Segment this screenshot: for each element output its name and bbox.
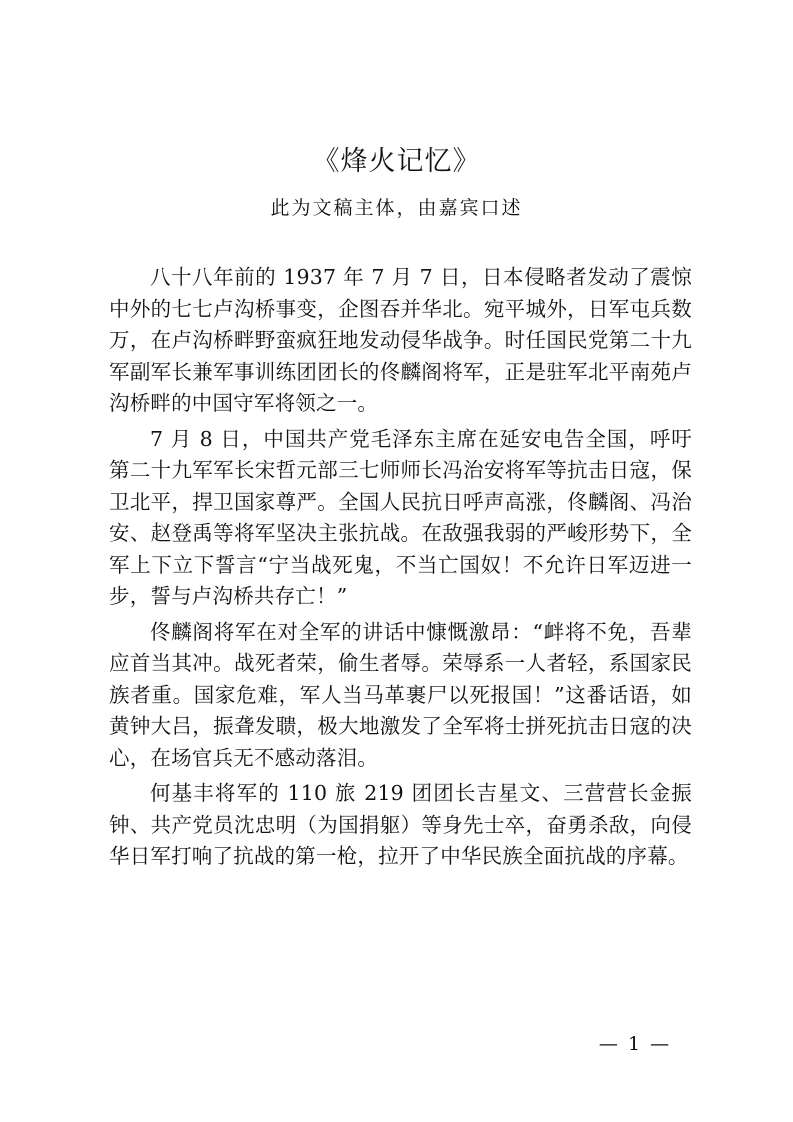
document-title: 《烽火记忆》 [312,146,481,177]
paragraph-3: 佟麟阁将军在对全军的讲话中慷慨激昂：“衅将不免，吾辈应首当其冲。战死者荣，偷生者辱。荣辱系一人者轻，系国家民族者重。国家危难，军人当马革裹尸以死报国！”这番话语，如黄钟大吕，振聋发聩，极大地激发了全军将士拼死抗击日寇的决心，在场官兵无不感动落泪。 [109,619,692,770]
document-subtitle: 此为文稿主体，由嘉宾口述 [270,197,523,219]
paragraph-4: 何基丰将军的 110 旅 219 团团长吉星文、三营营长金振钟、共产党员沈忠明（为国捐躯）等身先士卒，奋勇杀敌，向侵华日军打响了抗战的第一枪，拉开了中华民族全面抗战的序幕。 [109,781,692,868]
paragraph-2: 7 月 8 日，中国共产党毛泽东主席在延安电告全国，呼吁第二十九军军长宋哲元部三七师师长冯治安将军等抗击日寇，保卫北平，捍卫国家尊严。全国人民抗日呼声高涨，佟麟阁、冯治安、赵登禹等将军坚决主张抗战。在敌强我弱的严峻形势下，全军上下立下誓言“宁当战死鬼，不当亡国奴！不允许日军迈进一步，誓与卢沟桥共存亡！” [109,426,692,608]
document-body [109,262,692,877]
paragraph-1: 八十八年前的 1937 年 7 月 7 日，日本侵略者发动了震惊中外的七七卢沟桥事变，企图吞并华北。宛平城外，日军屯兵数万，在卢沟桥畔野蛮疯狂地发动侵华战争。时任国民党第二十九军副军长兼军事训练团团长的佟麟阁将军，正是驻军北平南苑卢沟桥畔的中国守军将领之一。 [109,265,692,415]
page-number: — 1 — [598,1033,672,1055]
